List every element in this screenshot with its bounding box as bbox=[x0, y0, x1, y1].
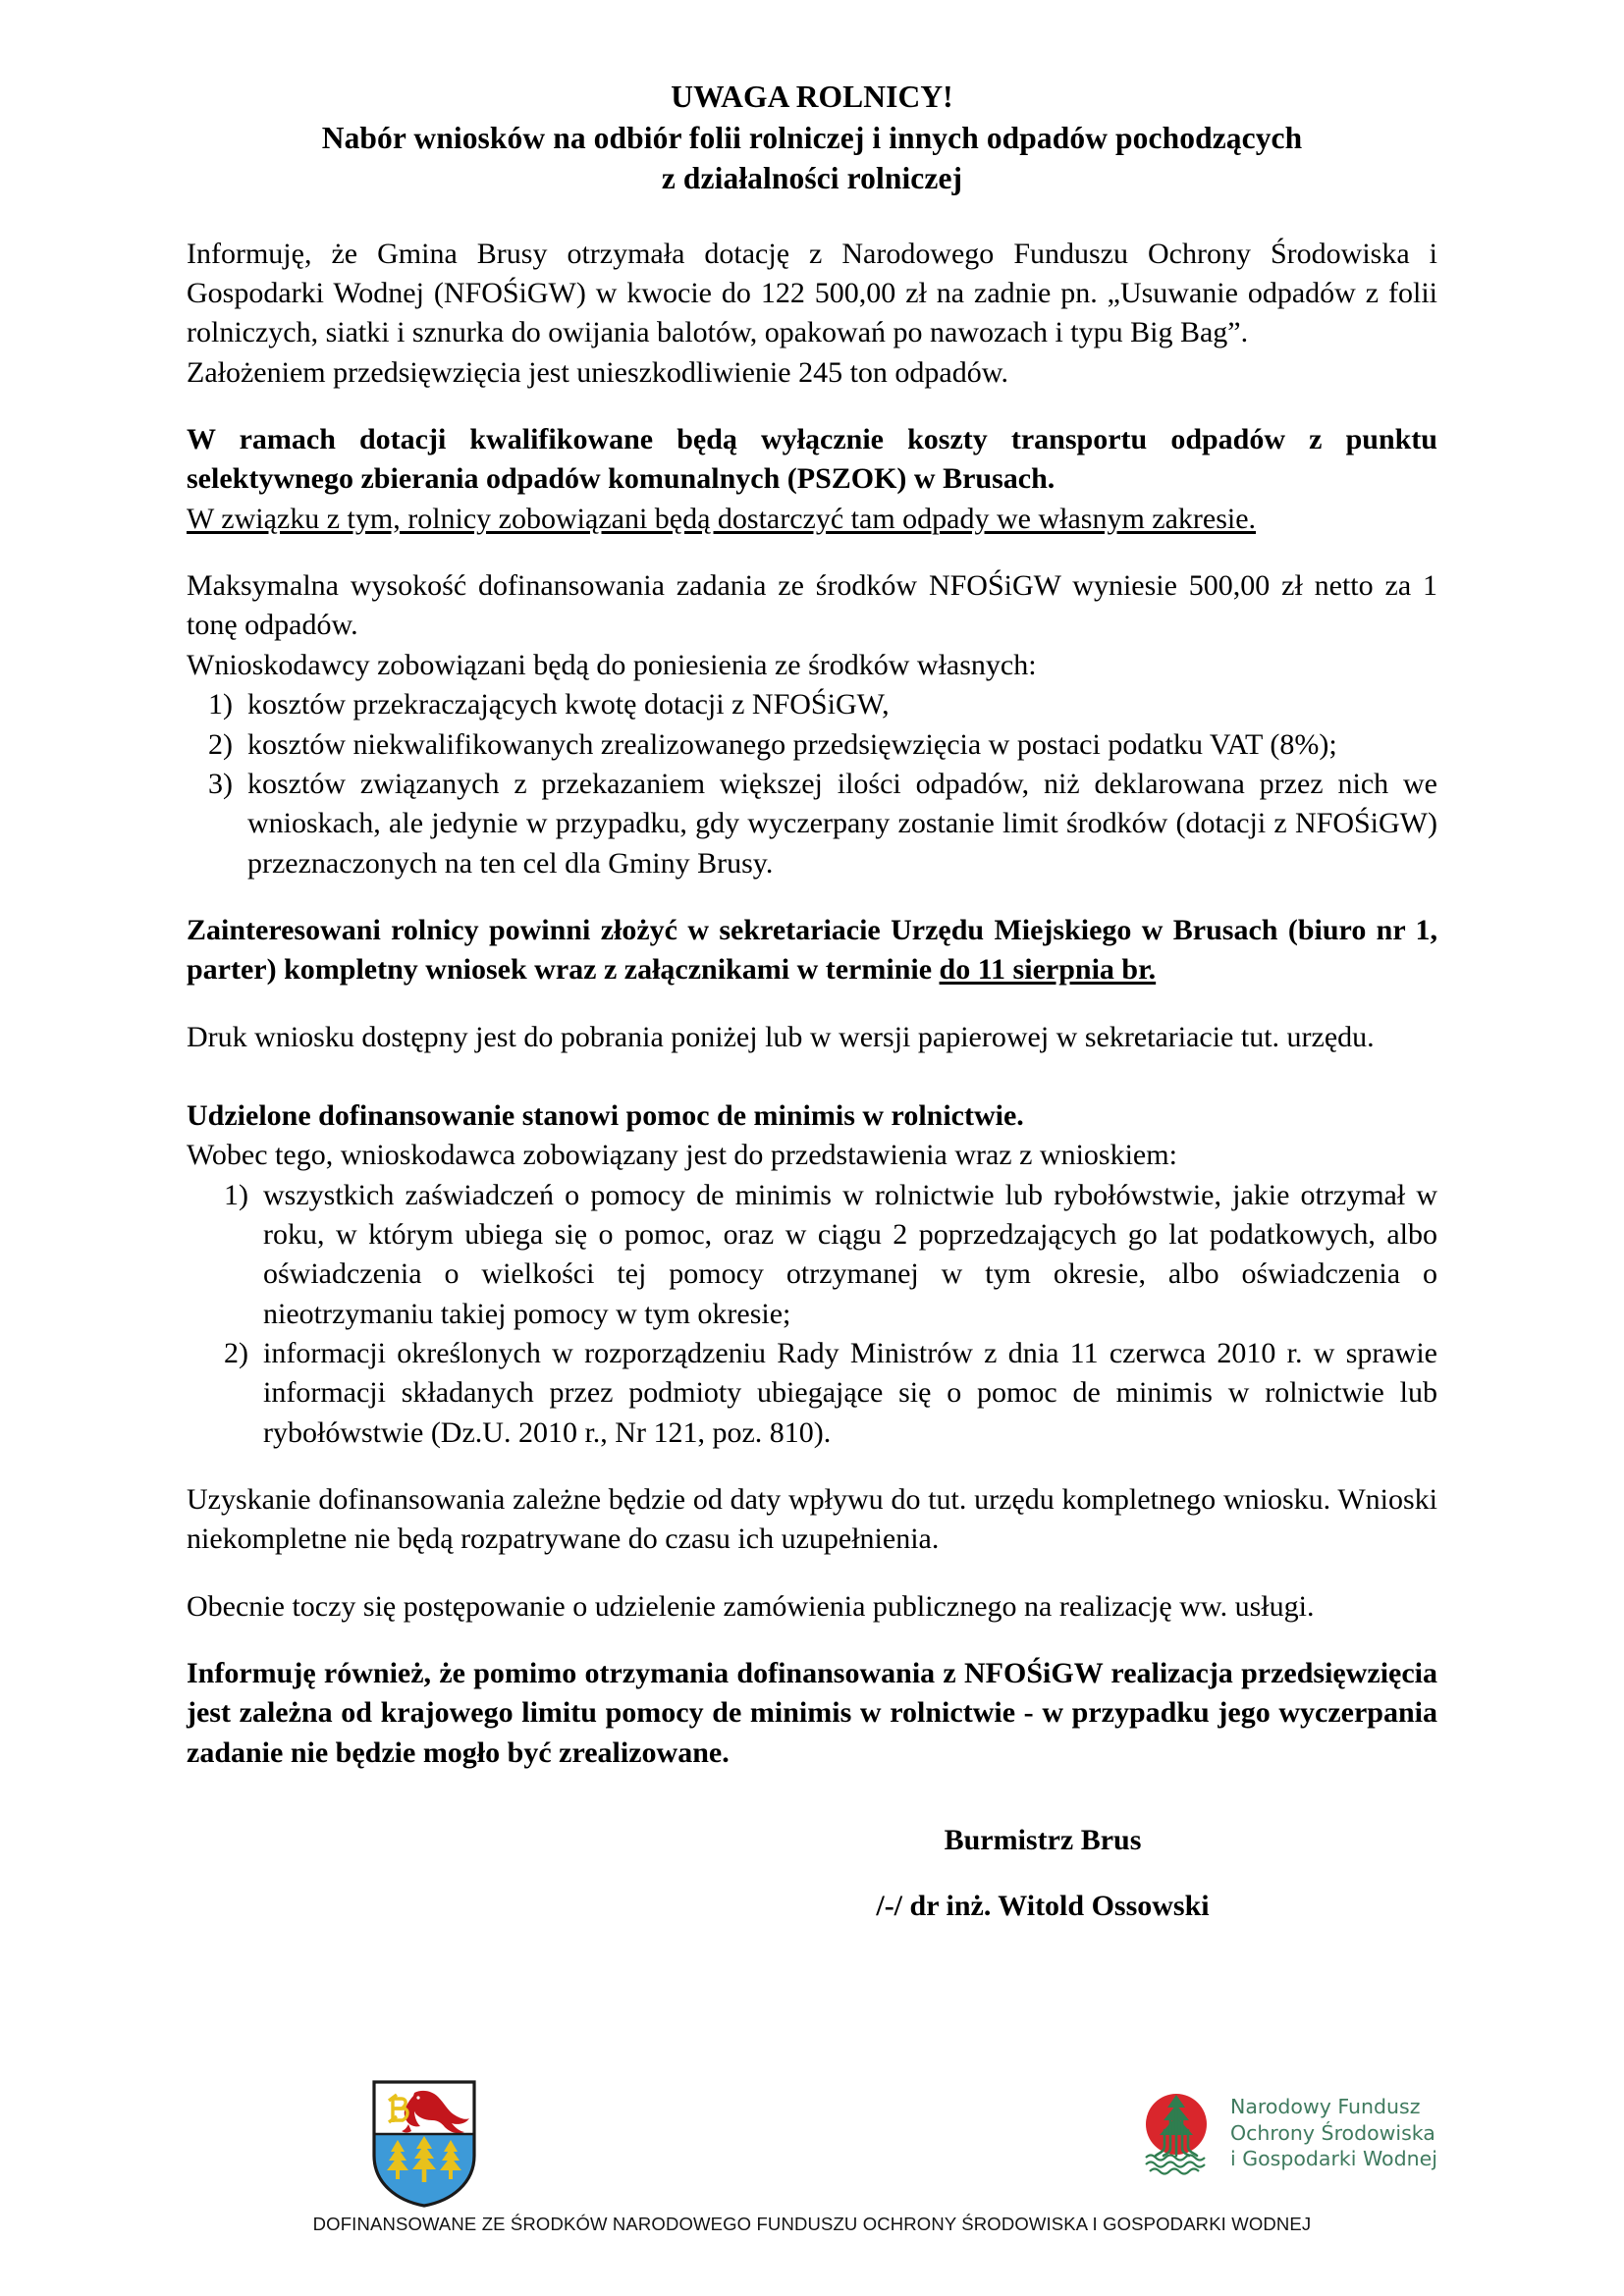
list-item bbox=[187, 1334, 1437, 1453]
nfosigw-logo-text bbox=[1230, 2094, 1437, 2172]
brusy-coat-of-arms-icon bbox=[371, 2079, 477, 2209]
list-item-text: kosztów związanych z przekazaniem większej ilości odpadów, niż deklarowana przez nich we wnioskach, ale jedynie w przypadku, gdy wyczerpany zostanie limit środków (dotacji z NFOŚiGW) przeznaczonych na ten cel dla Gminy Brusy. bbox=[247, 767, 1437, 880]
list-marker: 2) bbox=[208, 727, 233, 761]
title-line-2: Nabór wniosków na odbiór folii rolniczej i innych odpadów pochodzących bbox=[321, 120, 1303, 155]
footer-funding-note: DOFINANSOWANE ZE ŚRODKÓW NARODOWEGO FUNDUSZU OCHRONY ŚRODOWISKA I GOSPODARKI WODNEJ bbox=[312, 2214, 1312, 2234]
own-funds-list bbox=[187, 685, 1437, 883]
spacer bbox=[187, 883, 1437, 911]
submission-paragraph bbox=[187, 911, 1437, 990]
list-item-text: kosztów przekraczających kwotę dotacji z NFOŚiGW, bbox=[247, 688, 890, 721]
signature-block bbox=[187, 1818, 1437, 1928]
spacer bbox=[187, 1627, 1437, 1654]
title-line-3: z działalności rolniczej bbox=[661, 161, 963, 196]
spacer bbox=[187, 1453, 1437, 1480]
list-item-text: kosztów niekwalifikowanych zrealizowanego przedsięwzięcia w postaci podatku VAT (8%); bbox=[247, 727, 1337, 761]
title-line-1: UWAGA ROLNICY! bbox=[671, 80, 953, 114]
nfosigw-text-line-2: Ochrony Środowiska bbox=[1230, 2120, 1435, 2145]
closing-application-date: Uzyskanie dofinansowania zależne będzie od daty wpływu do tut. urzędu kompletnego wniosku. Wnioski niekompletne nie będą rozpatrywane do czasu ich uzupełnienia. bbox=[187, 1483, 1437, 1556]
list-marker: 2) bbox=[224, 1336, 248, 1369]
page-title bbox=[187, 77, 1437, 199]
list-item bbox=[187, 685, 1437, 724]
signature-position: Burmistrz Brus bbox=[944, 1824, 1142, 1857]
nfosigw-logo bbox=[1134, 2091, 1437, 2175]
submission-lead: Zainteresowani rolnicy powinni złożyć w sekretariacie Urzędu Miejskiego w Brusach (biuro nr 1, parter) kompletny wniosek wraz z załącznikami w terminie bbox=[187, 913, 1437, 987]
de-minimis-lead: Wobec tego, wnioskodawca zobowiązany jest do przedstawienia wraz z wnioskiem: bbox=[187, 1139, 1177, 1172]
submission-deadline: do 11 sierpnia br. bbox=[939, 953, 1157, 987]
de-minimis-list bbox=[187, 1176, 1437, 1453]
list-item-text: informacji określonych w rozporządzeniu Rady Ministrów z dnia 11 czerwca 2010 r. w sprawie informacji składanych przez podmioty ubiegające się o pomoc de minimis w rolnictwie lub rybołówstwie (Dz.U. 2010 r., Nr 121, poz. 810). bbox=[263, 1336, 1437, 1449]
closing-bold-notice: Informuję również, że pomimo otrzymania dofinansowania z NFOŚiGW realizacja przedsięwzięcia jest zależna od krajowego limitu pomocy de minimis w rolnictwie - w przypadku jego wyczerpania zadanie nie będzie mogło być zrealizowane. bbox=[187, 1657, 1437, 1769]
intro-assumption: Założeniem przedsięwzięcia jest unieszkodliwienie 245 ton odpadów. bbox=[187, 355, 1008, 389]
nfosigw-text-line-3: i Gospodarki Wodnej bbox=[1230, 2147, 1437, 2171]
list-marker: 1) bbox=[224, 1178, 248, 1211]
funding-max-amount: Maksymalna wysokość dofinansowania zadania ze środków NFOŚiGW wyniesie 500,00 zł netto za 1 tonę odpadów. bbox=[187, 569, 1437, 642]
intro-paragraph: Informuję, że Gmina Brusy otrzymała dotację z Narodowego Funduszu Ochrony Środowiska i Gospodarki Wodnej (NFOŚiGW) w kwocie do 122 500,00 zł na zadnie pn. „Usuwanie odpadów z folii rolniczych, siatki i sznurka do owijania balotów, opakowań po nawozach i typu Big Bag”. bbox=[187, 237, 1437, 349]
eligible-costs-bold: W ramach dotacji kwalifikowane będą wyłącznie koszty transportu odpadów z punktu selektywnego zbierania odpadów komunalnych (PSZOK) w Brusach. bbox=[187, 423, 1437, 496]
spacer bbox=[187, 539, 1437, 566]
list-marker: 1) bbox=[208, 688, 233, 721]
spacer bbox=[187, 393, 1437, 420]
list-marker: 3) bbox=[208, 767, 233, 800]
eligible-costs-underlined: W związku z tym, rolnicy zobowiązani będą dostarczyć tam odpady we własnym zakresie. bbox=[187, 502, 1257, 535]
list-item bbox=[187, 765, 1437, 883]
spacer bbox=[187, 1057, 1437, 1096]
logo-row bbox=[0, 2069, 1624, 2216]
form-availability-paragraph: Druk wniosku dostępny jest do pobrania poniżej lub w wersji papierowej w sekretariacie tut. urzędu. bbox=[187, 1020, 1375, 1053]
de-minimis-heading: Udzielone dofinansowanie stanowi pomoc de minimis w rolnictwie. bbox=[187, 1098, 1024, 1132]
closing-procurement: Obecnie toczy się postępowanie o udzielenie zamówienia publicznego na realizację ww. usługi. bbox=[187, 1589, 1315, 1623]
list-item bbox=[187, 1176, 1437, 1334]
signature-name: /-/ dr inż. Witold Ossowski bbox=[876, 1890, 1210, 1923]
spacer bbox=[187, 990, 1437, 1018]
list-item bbox=[187, 725, 1437, 765]
nfosigw-text-line-1: Narodowy Fundusz bbox=[1230, 2095, 1421, 2119]
list-item-text: wszystkich zaświadczeń o pomocy de minimis w rolnictwie lub rybołówstwie, jakie otrzymał w roku, w którym ubiega się o pomoc, oraz w ciągu 2 poprzedzających go lat podatkowych, albo oświadczenia o wielkości tej pomocy otrzymanej w tym okresie, albo oświadczenia o nieotrzymaniu takiej pomocy w tym okresie; bbox=[263, 1178, 1437, 1330]
nfosigw-tree-icon bbox=[1134, 2091, 1218, 2175]
spacer bbox=[187, 1560, 1437, 1587]
funding-own-funds-lead: Wnioskodawcy zobowiązani będą do poniesienia ze środków własnych: bbox=[187, 648, 1037, 681]
